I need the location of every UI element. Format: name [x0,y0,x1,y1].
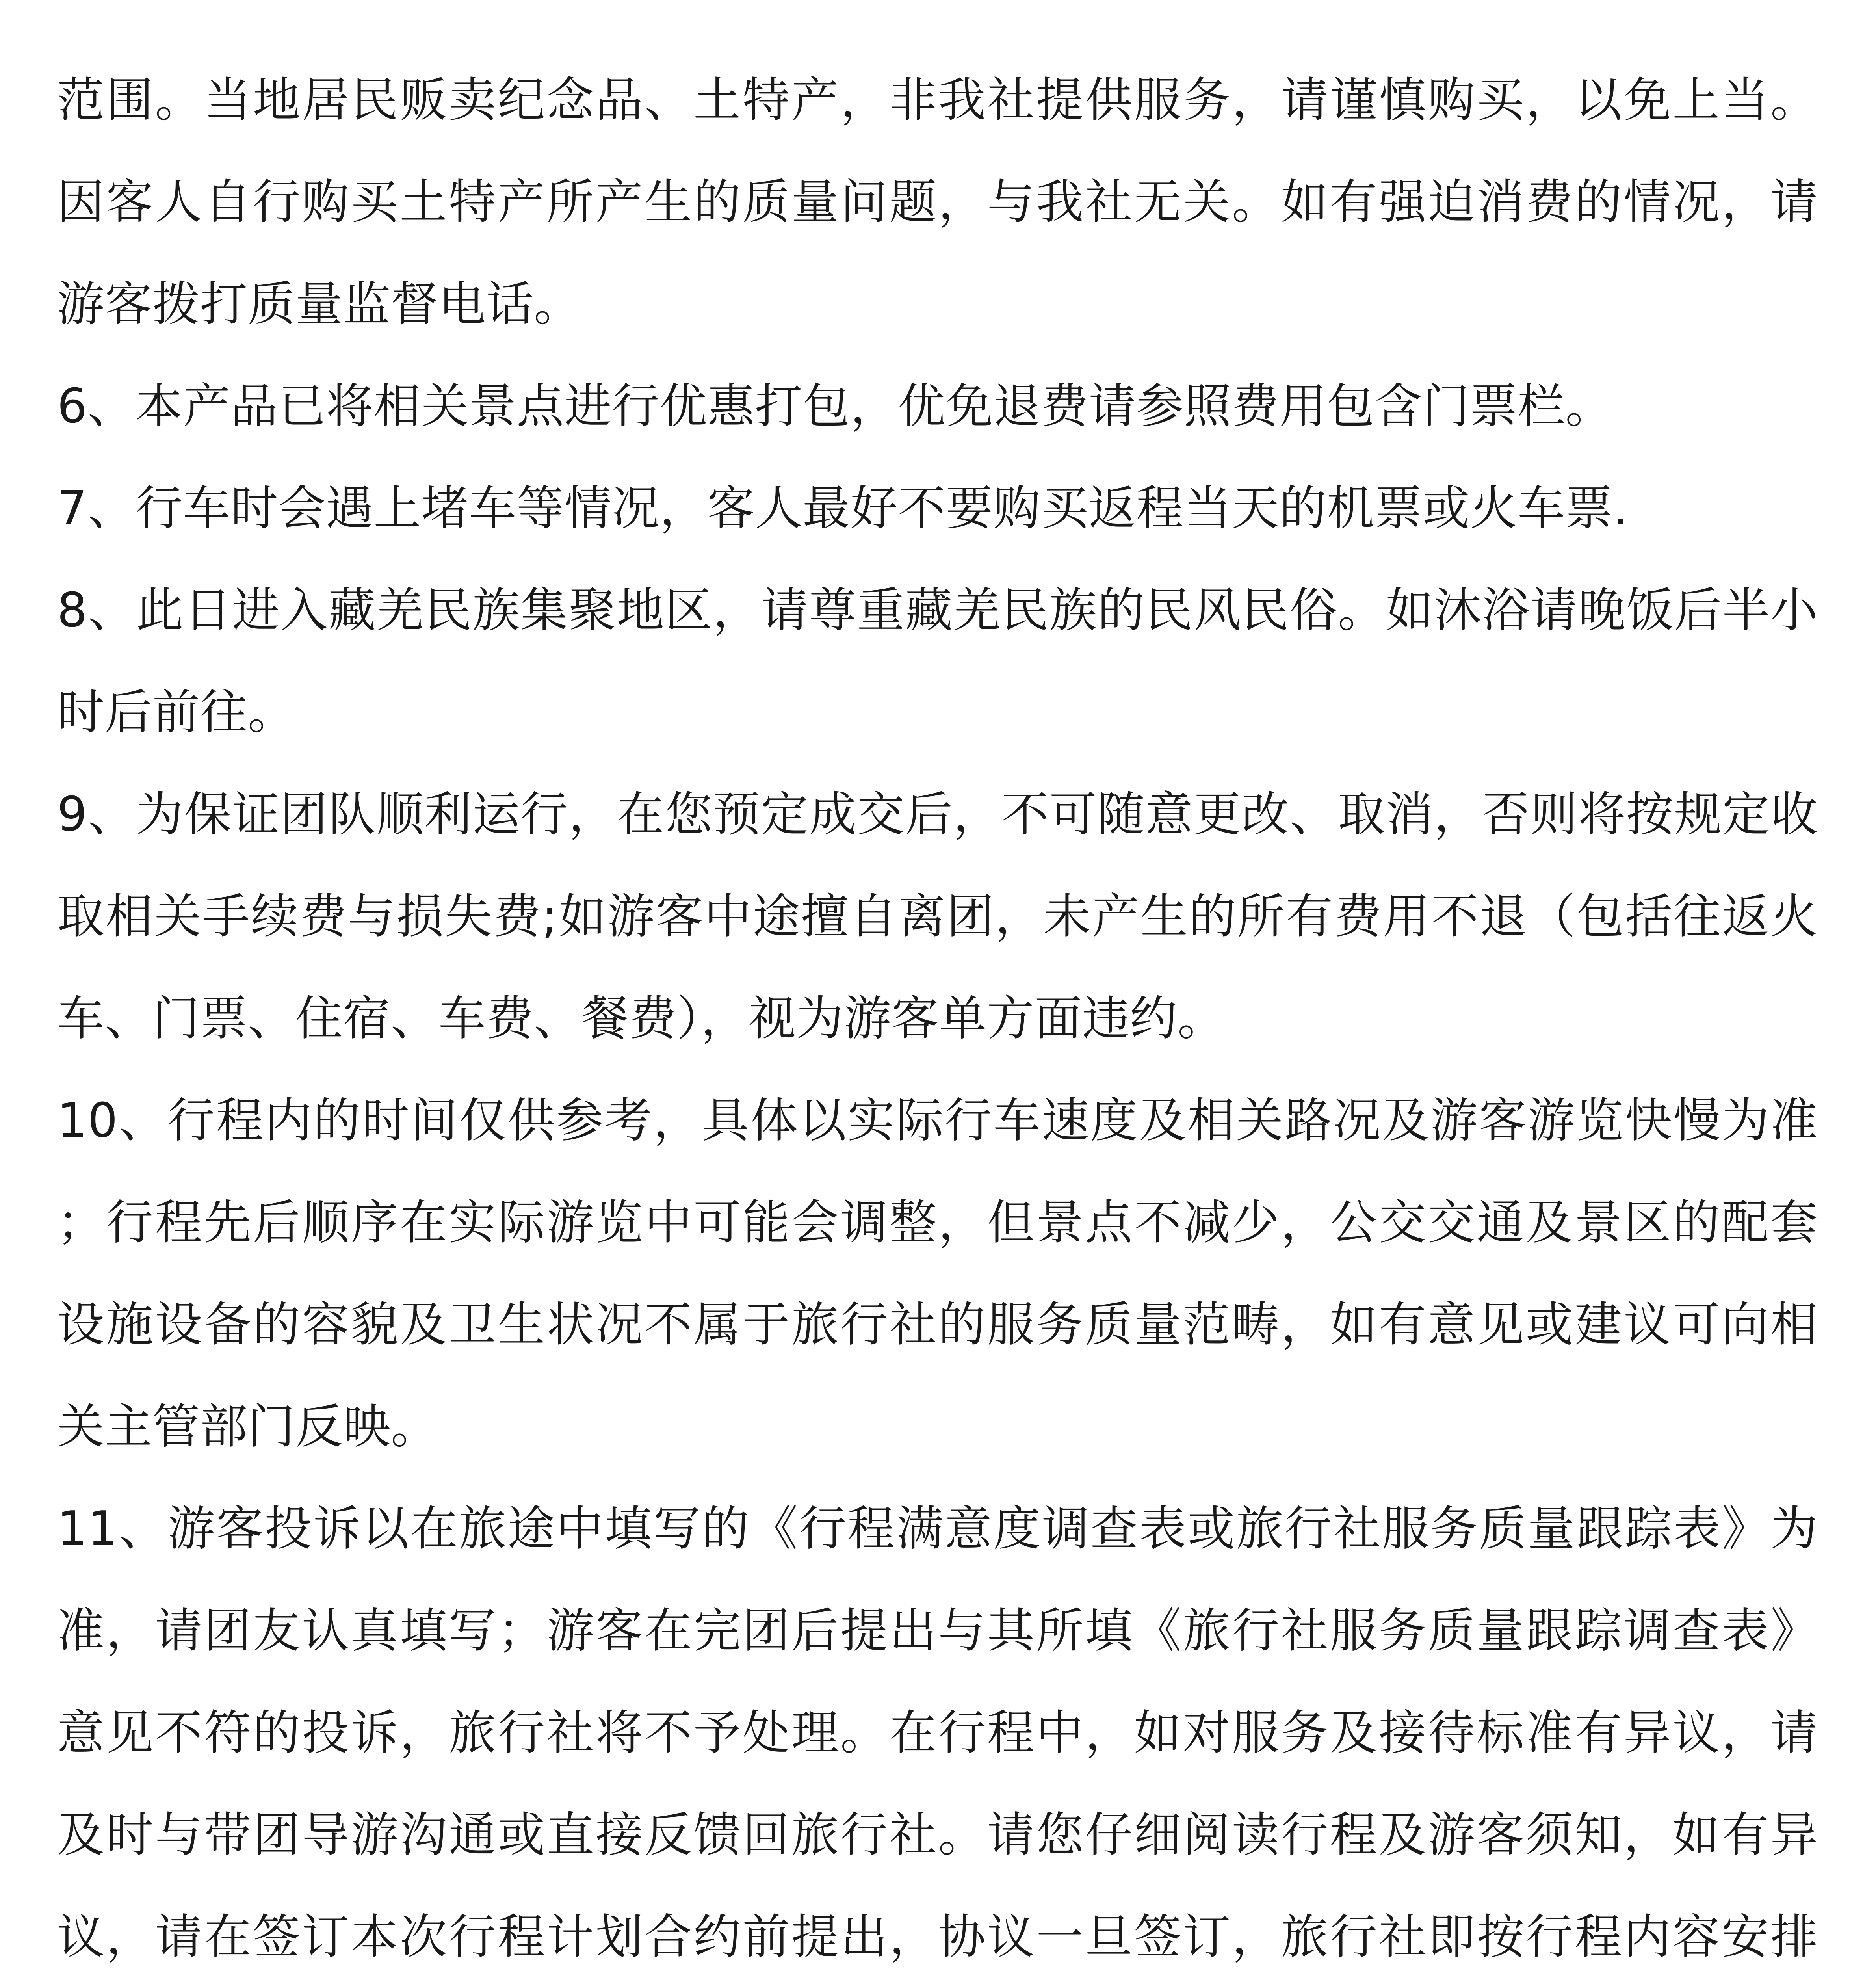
paragraph-item-10: 10、行程内的时间仅供参考，具体以实际行车速度及相关路况及游客游览快慢为准；行程先后顺序在实际游览中可能会调整，但景点不减少，公交交通及景区的配套设施设备的容貌及卫生状况不属于旅行社的服务质量范畴，如有意见或建议可向相关主管部门反映。 [57,1093,1818,1454]
paragraph-item-9: 9、为保证团队顺利运行，在您预定成交后，不可随意更改、取消，否则将按规定收取相关手续费与损失费;如游客中途擅自离团，未产生的所有费用不退（包括往返火车、门票、住宿、车费、餐费），视为游客单方面违约。 [57,787,1818,1046]
paragraph-item-7: 7、行车时会遇上堵车等情况，客人最好不要购买返程当天的机票或火车票. [57,481,1629,536]
paragraph-item-8: 8、此日进入藏羌民族集聚地区，请尊重藏羌民族的民风民俗。如沐浴请晚饭后半小时后前往。 [57,583,1818,740]
paragraph-item-6: 6、本产品已将相关景点进行优惠打包，优免退费请参照费用包含门票栏。 [57,379,1613,434]
paragraph-scope-continuation: 范围。当地居民贩卖纪念品、土特产，非我社提供服务，请谨慎购买，以免上当。因客人自行购买土特产所产生的质量问题，与我社无关。如有强迫消费的情况，请游客拨打质量监督电话。 [57,73,1818,332]
paragraph-item-11: 11、游客投诉以在旅途中填写的《行程满意度调查表或旅行社服务质量跟踪表》为准，请团友认真填写；游客在完团后提出与其所填《旅行社服务质量跟踪调查表》意见不符的投诉，旅行社将不予处理。在行程中，如对服务及接待标准有异议，请及时与带团导游沟通或直接反馈回旅行社。请您仔细阅读行程及游客须知，如有异议，请在签订本次行程计划合约前提出，协议一旦签订，旅行社即按行程内容安排 [57,1502,1818,1964]
notice-body [57,49,1818,1970]
